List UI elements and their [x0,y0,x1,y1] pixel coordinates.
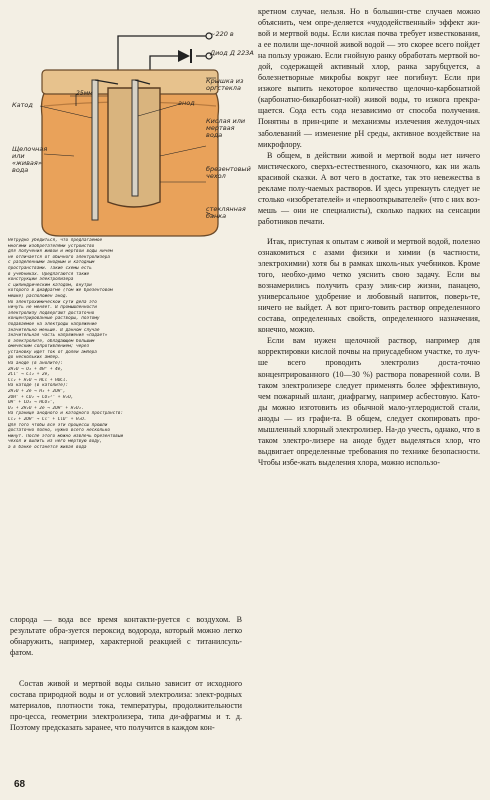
paragraph: кретном случае, нельзя. Но в большин-стве случаев можно объяснить, чем опре-деляется «чудодейственный» эффект жи-вой и мертвой воды. Если кислая почва требует известкования, а ее полили ще-лочной живой водой — это скорее всего пойдет на пользу урожаю. Если гнойную ранку обработать мертвой во-дой, содержащей активный хлор, ранка зарубцуется, а болезнетворные микробы вокруг нее погибнут. Если при изжоге выпить некоторое количество щелочно-карбонатной (карбонатно-бикарбонат-ной) живой воды, то изжога прекра-щается. Сода есть сода независимо от способа получения. Понятны в прин-ципе и механизмы излечения желудоч-ных заболеваний — изменение pH среды, активное воздействие на микрофлору. [258,7,480,149]
figure-caption [8,238,244,451]
voltage-label: ~220 в [210,30,234,38]
paragraph: В общем, в действии живой и мертвой воды нет ничего мистического, сверхъ-естественного, сказочного, как ни жаль красивой сказки. А вот чего в достатке, так это невежества в рекламе полу-чаемых растворов. И здесь упрекнуть следует не столько «изобретателей» и «первооткрывателей» (что с них воз-мешь — они не специалисты), сколько падких на сенсации работников печати. [258,150,480,226]
bag-label: брезентовый чехол [206,165,251,180]
caption-line: На границе анодного и катодного пространств: [8,411,124,417]
caption-line: с разделенными анодным и катодным [8,260,95,266]
diode-label: Диод Д 223А [210,49,254,57]
level-label: 25мм [76,90,93,97]
caption-line: O₂ + 2H₂O + 2e → 2OH⁻ + H₂O₂. [8,405,84,411]
right-column [258,6,480,468]
caption-line: На катоде (в католите): [8,383,69,389]
caption-line: до нескольких ампер. [8,355,61,361]
caption-line: ничуть не меняет. В промышленности [8,305,97,311]
cathode-label: Катод [12,101,33,109]
caption-line: 2H₂O + 2e → H₂ + 2OH⁻, [8,389,66,395]
caption-line: в учебниках. Предлагаются также [8,271,90,277]
anode-label: анод [178,99,195,107]
acid-water-label: Кислая или мертвая вода [206,117,246,139]
paragraph: Итак, приступая к опытам с живой и мертвой водой, полезно ознакомиться с азами физики и химии (в частности, электрохимии) хотя бы в рамках школь-ных учебников. Кроме того, необхо-димо четко уяснить свою задачу. Если вы вознамерились получить сразу элик-сир жизни, панацею, универсальное удобрение и любовный напиток, поверь-те, ничего не выйдет. А вот приго-товить раствор определенного состава, определенных свойств, определенного назначения, конечно, можно. [258,236,480,335]
caption-line: электролизу подвергают достаточно [8,310,95,316]
caption-line: концентрированные растворы, поэтому [8,316,100,322]
caption-line: установку идет ток от долей ампера [8,349,97,355]
caption-line: Но электрохимической сути дела это [8,299,97,305]
alkaline-water-label: Щелочная или «живая» вода [12,145,48,174]
caption-line: значительно меньше. В данном случае [8,327,100,333]
jar-label: стеклянная банка [206,205,246,220]
caption-line: подаваемое на электроды напряжение [8,321,97,327]
caption-line: На аноде (в анолите): [8,361,63,367]
caption-line: не отличается от обычного электролизера [8,254,110,260]
caption-line: Нетрудно убедиться, что предлагаемое [8,238,103,243]
page-number: 68 [14,779,26,790]
caption-line: пространствами. Такие схемы есть [8,265,92,271]
caption-line: в электролите, обладающем большим [8,338,95,344]
caption-line: Cl₂ + 2OH⁻ → Cl⁻ + ClO⁻ + H₂O. [8,417,87,422]
caption-line: мешке) расположен анод. [8,293,69,299]
caption-line: а в банке останется живая вода [8,444,87,450]
caption-line: OH⁻ + CO₂ → HCO₃⁻, [8,400,56,406]
lid-label: Крышка из оргстекла [206,77,244,92]
caption-line: омическим сопротивлением; через [8,344,90,350]
caption-line: которого в диафрагме (том же брезентовом [8,288,113,294]
caption-line: 2Cl⁻ → Cl₂ + 2e, [8,372,50,378]
caption-line: значительная часть напряжения «падает» [8,333,108,339]
caption-line: многими изобретателями устройство [8,243,95,249]
caption-line: для получения живой и мертвой воды ничем [8,249,113,255]
paragraph: Состав живой и мертвой воды сильно зависит от исходного состава природной воды и от условий электролиза: элект-родных материалов, плотности тока, температуры, продолжительности про-цесса, геометрии электролизера, типа ди-афрагмы и т. д. Поэтому предсказать заранее, что получится в каждом кон- [10,679,242,733]
caption-line: 2OH⁻ + CO₂ → CO₃²⁻ + H₂O, [8,394,74,400]
caption-line: чехол и вылить из него мертвую воду, [8,439,103,445]
electrolyzer-illustration [10,6,254,242]
left-column-top [10,614,242,658]
paragraph: слорода — вода все время контакти-руется с воздухом. В результате обра-зуется пероксид водорода, который можно легко обнаружить, например, характерной реакцией с титанилсуль-фатом. [10,615,242,658]
caption-line: Cl₂ + H₂O → HCl + HOCl. [8,377,69,383]
caption-line: конструкции электролизера [8,277,74,283]
caption-line: минут. После этого можно извлечь брезентовый [8,433,124,439]
caption-line: достаточно полно, нужно всего несколько [8,428,110,434]
caption-line: 2H₂O → O₂ + 4H⁺ + 4e, [8,366,63,372]
caption-line: с цилиндрическим катодом, внутри [8,282,92,288]
caption-line: Для того чтобы все эти процессы прошли [8,422,108,428]
left-column-bottom [10,678,242,733]
paragraph: Если вам нужен щелочной раствор, например для корректировки кислой почвы на приусадебном участке, то луч-ше всего проводить электролиз доста-точно концентрированного (10—30 %) раствора поваренной соли. В таком электролизере следует применять более эффективную, чем пожарный шланг, диафрагму, например асбестовую. Като-ды можно изготовить из обычной мало-углеродистой стали, аноды — из графи-та. В общем, следует скопировать про-мышленный хлорный электролизер. На-до учесть, однако, что в таком электро-лизере на аноде будет выделяться хлор, что выдвигает определенные требования по технике безопасности. Чтобы избе-жать выделения хлора, можно использо- [258,336,480,467]
